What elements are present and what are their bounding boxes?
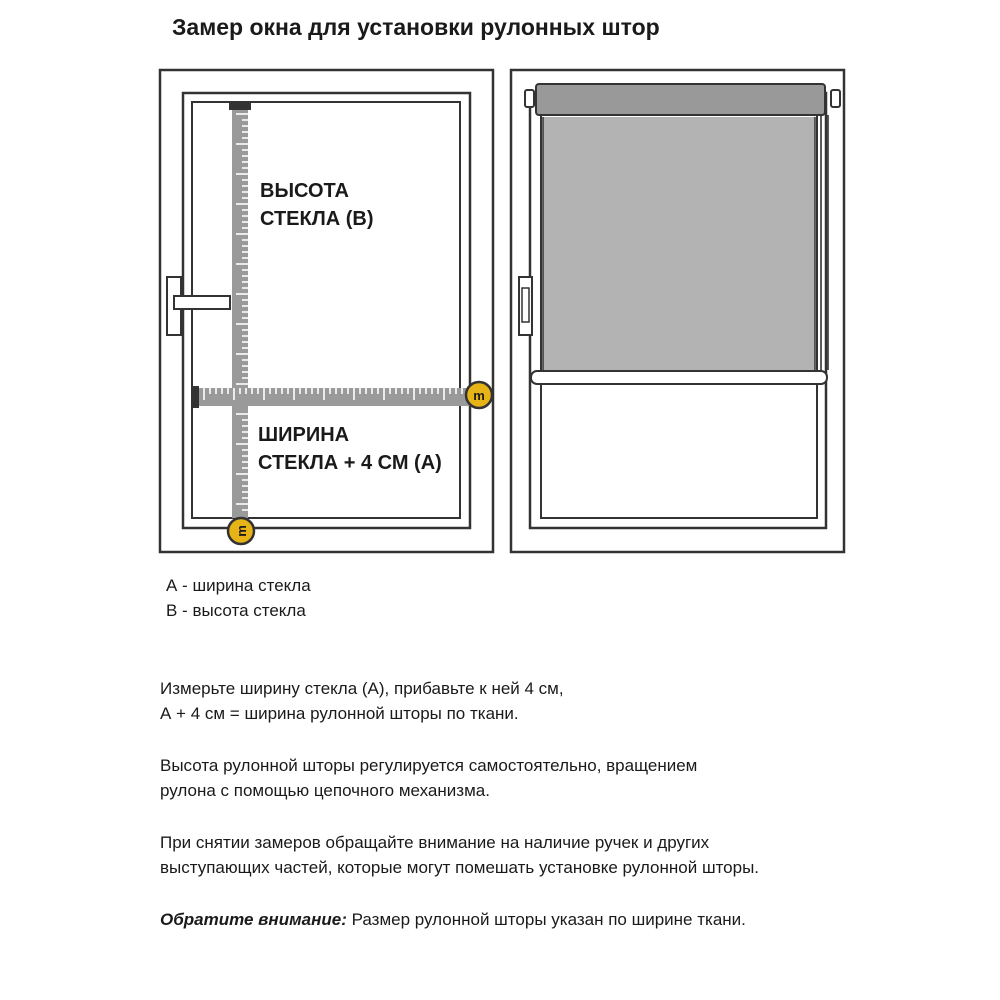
note-text: Размер рулонной шторы указан по ширине ткани.	[346, 910, 746, 929]
note-paragraph	[160, 907, 880, 932]
height-label-line-2: СТЕКЛА (В)	[260, 208, 374, 230]
legend-item-a: А - ширина стекла	[166, 576, 311, 595]
width-label-line-2: СТЕКЛА + 4 СМ (А)	[258, 452, 442, 474]
tape-badge-vertical	[228, 518, 254, 544]
instruction-line: Измерьте ширину стекла (А), прибавьте к ней 4 см,	[160, 679, 564, 698]
note-lead: Обратите внимание:	[160, 910, 347, 929]
window-measure-diagram	[160, 70, 493, 552]
height-label-line-1: ВЫСОТА	[260, 180, 349, 202]
horizontal-measuring-tape	[192, 386, 471, 408]
instruction-paragraph	[160, 676, 880, 726]
instruction-paragraph	[160, 753, 880, 803]
legend	[166, 573, 311, 623]
svg-text:m: m	[234, 525, 249, 537]
legend-item-b: В - высота стекла	[166, 601, 306, 620]
window-installed-blind-diagram	[511, 70, 844, 552]
right-window-handle	[519, 277, 532, 335]
instruction-line: рулона с помощью цепочного механизма.	[160, 781, 490, 800]
tape-badge-horizontal	[466, 382, 492, 408]
instruction-line: А + 4 см = ширина рулонной шторы по ткани.	[160, 704, 519, 723]
right-bracket	[831, 90, 840, 107]
left-bracket	[525, 90, 534, 107]
instruction-line: выступающих частей, которые могут помешать установке рулонной шторы.	[160, 858, 760, 877]
instruction-line: При снятии замеров обращайте внимание на наличие ручек и других	[160, 833, 710, 852]
instruction-line: Высота рулонной шторы регулируется самостоятельно, вращением	[160, 756, 698, 775]
width-label-line-1: ШИРИНА	[258, 424, 350, 446]
svg-text:m: m	[473, 388, 485, 403]
instruction-paragraph	[160, 830, 880, 880]
page-title: Замер окна для установки рулонных штор	[172, 14, 660, 40]
blind-cassette	[536, 84, 825, 115]
vertical-measuring-tape	[229, 102, 251, 518]
blind-fabric	[543, 117, 815, 371]
instructions	[160, 676, 880, 959]
blind-bottom-bar	[531, 371, 827, 384]
